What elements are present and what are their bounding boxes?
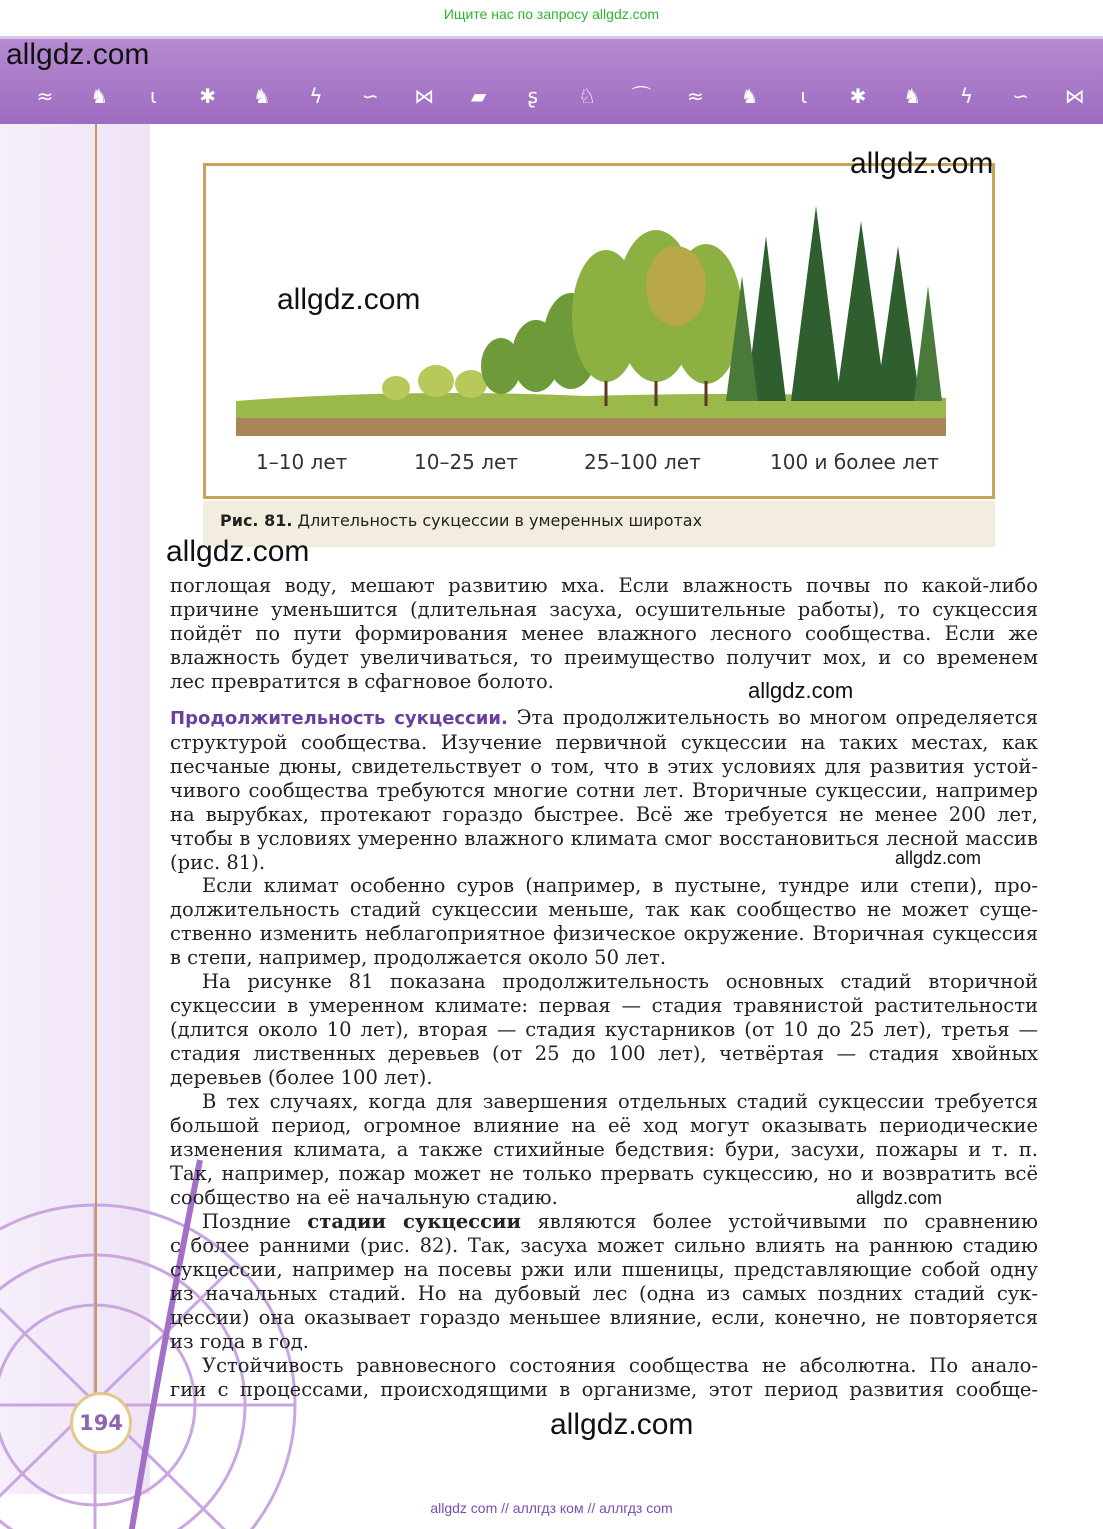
text-line: сукцессии в умеренном климате: первая — стадия травянистой растительности (170, 994, 1038, 1017)
bull-icon: ♞ (903, 84, 922, 108)
bison-icon: ▰ (470, 84, 487, 108)
text-line: из года в год. (170, 1330, 309, 1353)
dolphin-icon: ≈ (687, 84, 704, 108)
section-term: Продолжительность сукцессии. (170, 708, 508, 729)
text-line: ственно изменить неблагоприятное физическое окружение. Вторичная сукцессия (170, 922, 1038, 945)
dolphin-icon: ≈ (36, 84, 54, 108)
text-line: (рис. 81). (170, 851, 266, 874)
text-line: Если климат особенно суров (например, в пустыне, тундре или степи), про- (202, 874, 1038, 897)
text-line: с более ранними (рис. 82). Так, засуха может сильно влиять на раннюю стадию (170, 1234, 1038, 1257)
text-line (170, 1210, 1038, 1234)
text-line: чивого сообщества требуются многие сотни лет. Вторичные сукцессии, например (170, 779, 1038, 802)
watermark-small-2: allgdz.com (856, 1188, 943, 1208)
text-line-rest: Эта продолжительность во многом определяется (516, 706, 1039, 729)
text-line: стадия лиственных деревьев (от 25 до 100 лет), четвёртая — стадия хвойных (170, 1042, 1038, 1065)
watermark-figure-top: allgdz.com (850, 147, 994, 180)
deer-icon: ♞ (740, 84, 759, 108)
text-line: деревьев (более 100 лет). (170, 1066, 433, 1089)
text-line: гии с процессами, происходящими в организме, этот период развития сообще- (170, 1378, 1038, 1401)
text-line: сообщество на её начальную стадию. (170, 1186, 558, 1209)
watermark-mid: allgdz.com (748, 678, 854, 703)
text-line: структурой сообщества. Изучение первичной сукцессии на таких местах, как (170, 731, 1038, 754)
text-line: должительность стадий сукцессии меньше, так как сообщество не может суще- (170, 898, 1038, 921)
deer-icon: ♞ (90, 84, 109, 108)
scale-label-1: 1–10 лет (256, 450, 348, 474)
watermark-header: allgdz.com (6, 38, 150, 71)
scorpion-icon: ʂ (527, 84, 539, 108)
text-line: На рисунке 81 показана продолжительность основных стадий вторичной (202, 970, 1038, 993)
text-line: В тех случаях, когда для завершения отдельных стадий сукцессии требуется (202, 1090, 1038, 1113)
watermark-small-1: allgdz.com (895, 848, 982, 868)
paragraph-4 (170, 970, 1038, 1090)
scale-label-4: 100 и более лет (770, 450, 939, 474)
text-line: сукцессии, например на посевы ржи или пшеницы, представляющие собой одну (170, 1258, 1038, 1281)
figure-caption (220, 511, 702, 530)
page-number: 194 (70, 1392, 132, 1454)
text-line: пойдёт по пути формирования менее влажного лесного сообщества. Если же (170, 622, 1038, 645)
caption-text: Длительность сукцессии в умеренных широтах (297, 511, 703, 530)
text-line: из начальных стадий. Но на дубовый лес (одна из самых поздних стадий сук- (170, 1282, 1038, 1305)
text-line: изменения климата, а также стихийные бедствия: бури, засухи, пожары и т. п. (170, 1138, 1038, 1161)
text-line-rest: являются более устойчивыми по сравнению (537, 1210, 1039, 1233)
key-term: стадии сукцессии (307, 1210, 521, 1233)
text-line: причине уменьшится (длительная засуха, осушительные работы), то сукцессия (170, 598, 1038, 621)
pterosaur-icon: ⌒ (631, 84, 652, 108)
scale-label-3: 25–100 лет (584, 450, 701, 474)
caption-number: Рис. 81. (220, 511, 293, 530)
butterfly-icon: ⋈ (414, 84, 435, 108)
text-line: большой период, огромное влияние на её ход могут оказывать периодические (170, 1114, 1038, 1137)
top-search-link[interactable]: Ищите нас по запросу allgdz.com (443, 6, 660, 22)
footer-links[interactable]: allgdz com // аллгдз ком // аллгдз com (430, 1500, 673, 1516)
bird-icon: ɩ (800, 84, 808, 108)
text-line: в степи, например, продолжается около 50 лет. (170, 946, 667, 969)
paragraph-1 (170, 574, 1038, 694)
bird-icon: ɩ (150, 84, 157, 108)
figure-81-frame (203, 163, 995, 499)
paragraph-7 (170, 1354, 1038, 1402)
text-line: Так, например, пожар может не только прервать сукцессию, но и возвратить всё (170, 1162, 1038, 1185)
paragraph-3 (170, 874, 1038, 970)
margin-rule (95, 124, 97, 1404)
animal-silhouette-row (30, 80, 1090, 112)
succession-illustration (206, 166, 992, 496)
text-line: цессии) она оказывает гораздо меньшее влияние, если, конечно, не повторяется (170, 1306, 1038, 1329)
text-line: песчаные дюны, свидетельствует о том, что в этих условиях для развития устой- (170, 755, 1038, 778)
bull-icon: ♞ (252, 84, 271, 108)
text-line: лес превратится в сфагновое болото. (170, 670, 554, 693)
watermark-caption: allgdz.com (166, 535, 310, 568)
kangaroo-icon: ϟ (309, 84, 323, 108)
text-line: на вырубках, протекают гораздо быстрее. Всё же требуется не менее 200 лет, (170, 803, 1038, 826)
scale-label-2: 10–25 лет (414, 450, 518, 474)
text-line-start: Поздние (202, 1210, 291, 1233)
horse-icon: ♘ (578, 84, 596, 108)
paragraph-6 (170, 1210, 1038, 1354)
text-line: чтобы в условиях умеренно влажного климата смог восстановиться лесной массив (170, 827, 1038, 850)
duck-icon: ∽ (1012, 84, 1030, 108)
insect-icon: ✱ (199, 84, 216, 108)
text-line: поглощая воду, мешают развитию мха. Если влажность почвы по какой-либо (170, 574, 1038, 597)
butterfly-icon: ⋈ (1064, 84, 1085, 108)
kangaroo-icon: ϟ (959, 84, 974, 108)
text-line: (длится около 10 лет), вторая — стадия кустарников (от 10 до 25 лет), третья — (170, 1018, 1038, 1041)
text-line (170, 706, 1038, 731)
text-line: влажность будет увеличиваться, то преимущество получит мох, и со временем (170, 646, 1038, 669)
watermark-bottom: allgdz.com (550, 1408, 694, 1441)
text-line: Устойчивость равновесного состояния сообщества не абсолютна. По анало- (202, 1354, 1038, 1377)
watermark-figure-left: allgdz.com (277, 283, 421, 316)
duck-icon: ∽ (361, 84, 379, 108)
insect-icon: ✱ (849, 84, 867, 108)
